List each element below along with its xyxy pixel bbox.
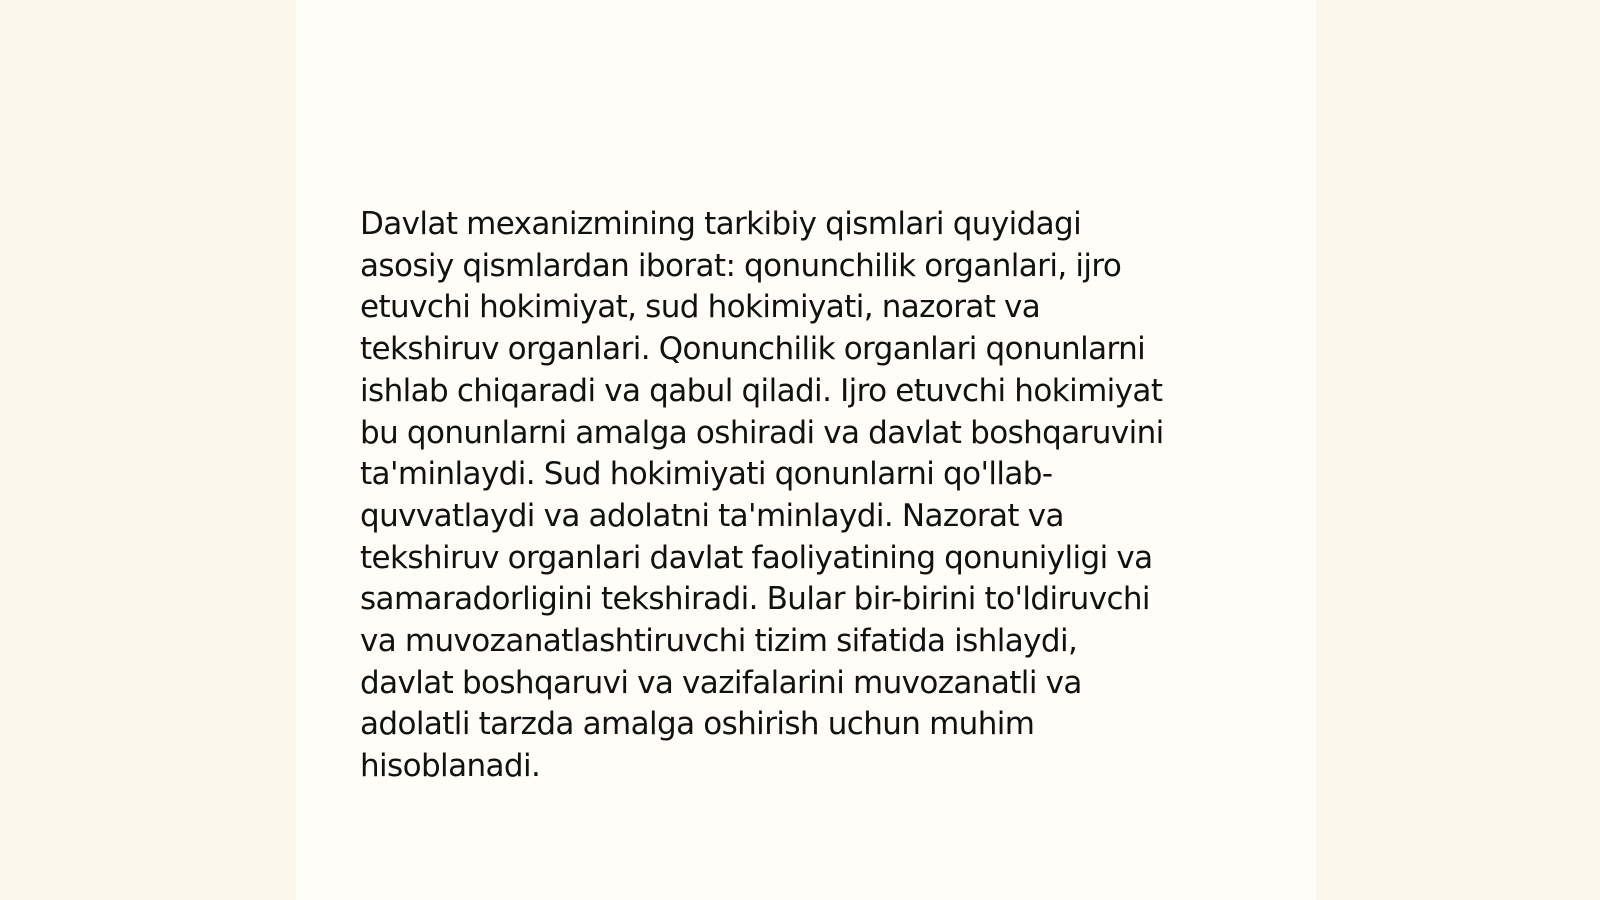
paragraph-line: samaradorligini tekshiradi. Bular bir-birini to'ldiruvchi <box>360 581 1150 618</box>
body-paragraph <box>360 204 1260 788</box>
paragraph-line: ta'minlaydi. Sud hokimiyati qonunlarni qo'llab- <box>360 456 1053 493</box>
paragraph-line: quvvatlaydi va adolatni ta'minlaydi. Nazorat va <box>360 497 1064 534</box>
paragraph-line: hisoblanadi. <box>360 748 541 785</box>
paragraph-line: tekshiruv organlari davlat faoliyatining qonuniyligi va <box>360 539 1153 576</box>
paragraph-line: asosiy qismlardan iborat: qonunchilik organlari, ijro <box>360 247 1122 284</box>
right-margin <box>1304 0 1600 900</box>
paragraph-line: davlat boshqaruvi va vazifalarini muvozanatli va <box>360 664 1082 701</box>
paragraph-line: adolatli tarzda amalga oshirish uchun muhim <box>360 706 1035 743</box>
paragraph-line: etuvchi hokimiyat, sud hokimiyati, nazorat va <box>360 289 1041 326</box>
paragraph-line: ishlab chiqaradi va qabul qiladi. Ijro etuvchi hokimiyat <box>360 372 1163 409</box>
document-page <box>296 0 1316 900</box>
paragraph-line: Davlat mexanizmining tarkibiy qismlari quyidagi <box>360 206 1082 242</box>
left-margin <box>0 0 296 900</box>
paragraph-line: tekshiruv organlari. Qonunchilik organlari qonunlarni <box>360 331 1146 368</box>
paragraph-line: bu qonunlarni amalga oshiradi va davlat boshqaruvini <box>360 414 1164 451</box>
paragraph-line: va muvozanatlashtiruvchi tizim sifatida ishlaydi, <box>360 623 1078 660</box>
